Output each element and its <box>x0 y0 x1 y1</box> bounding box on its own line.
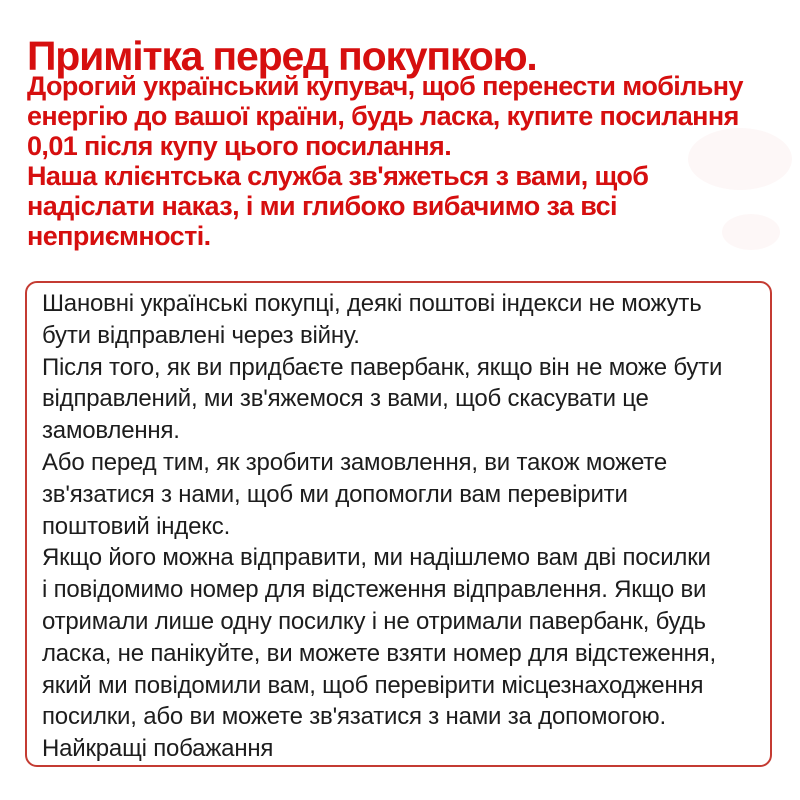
red-warning-line: 0,01 після купу цього посилання. <box>27 131 452 161</box>
notice-line: отримали лише одну посилку і не отримали павербанк, будь <box>42 607 706 635</box>
notice-line: замовлення. <box>42 417 180 445</box>
notice-line: і повідомимо номер для відстеження відправлення. Якщо ви <box>42 576 707 604</box>
red-warning-line: Дорогий український купувач, щоб перенести мобільну <box>27 71 743 101</box>
notice-line: Після того, як ви придбаєте павербанк, якщо він не може бути <box>42 353 723 381</box>
notice-line: бути відправлені через війну. <box>42 321 360 349</box>
notice-line: поштовий індекс. <box>42 512 231 540</box>
page-title: Примітка перед покупкою. <box>27 33 537 80</box>
notice-line: Найкращі побажання <box>42 735 274 763</box>
notice-line: Якщо його можна відправити, ми надішлемо вам дві посилки <box>42 544 711 572</box>
red-warning-line: Наша клієнтська служба зв'яжеться з вами, щоб <box>27 161 649 191</box>
notice-line: відправлений, ми зв'яжемося з вами, щоб скасувати це <box>42 385 649 413</box>
red-warning-line: енергію до вашої країни, будь ласка, купите посилання <box>27 101 739 131</box>
red-warning-line: надіслати наказ, і ми глибоко вибачимо за всі <box>27 191 617 221</box>
shipping-notice-box <box>25 281 772 767</box>
notice-line: який ми повідомили вам, щоб перевірити місцезнаходження <box>42 671 704 699</box>
notice-line: ласка, не панікуйте, ви можете взяти номер для відстеження, <box>42 639 716 667</box>
notice-line: зв'язатися з нами, щоб ми допомогли вам перевірити <box>42 480 628 508</box>
notice-line: посилки, або ви можете зв'язатися з нами за допомогою. <box>42 703 666 731</box>
notice-line: Шановні українські покупці, деякі поштові індекси не можуть <box>42 290 702 317</box>
red-warning-line: неприємності. <box>27 221 211 251</box>
notice-line: Або перед тим, як зробити замовлення, ви також можете <box>42 448 667 476</box>
red-warning-paragraphs <box>27 71 743 251</box>
